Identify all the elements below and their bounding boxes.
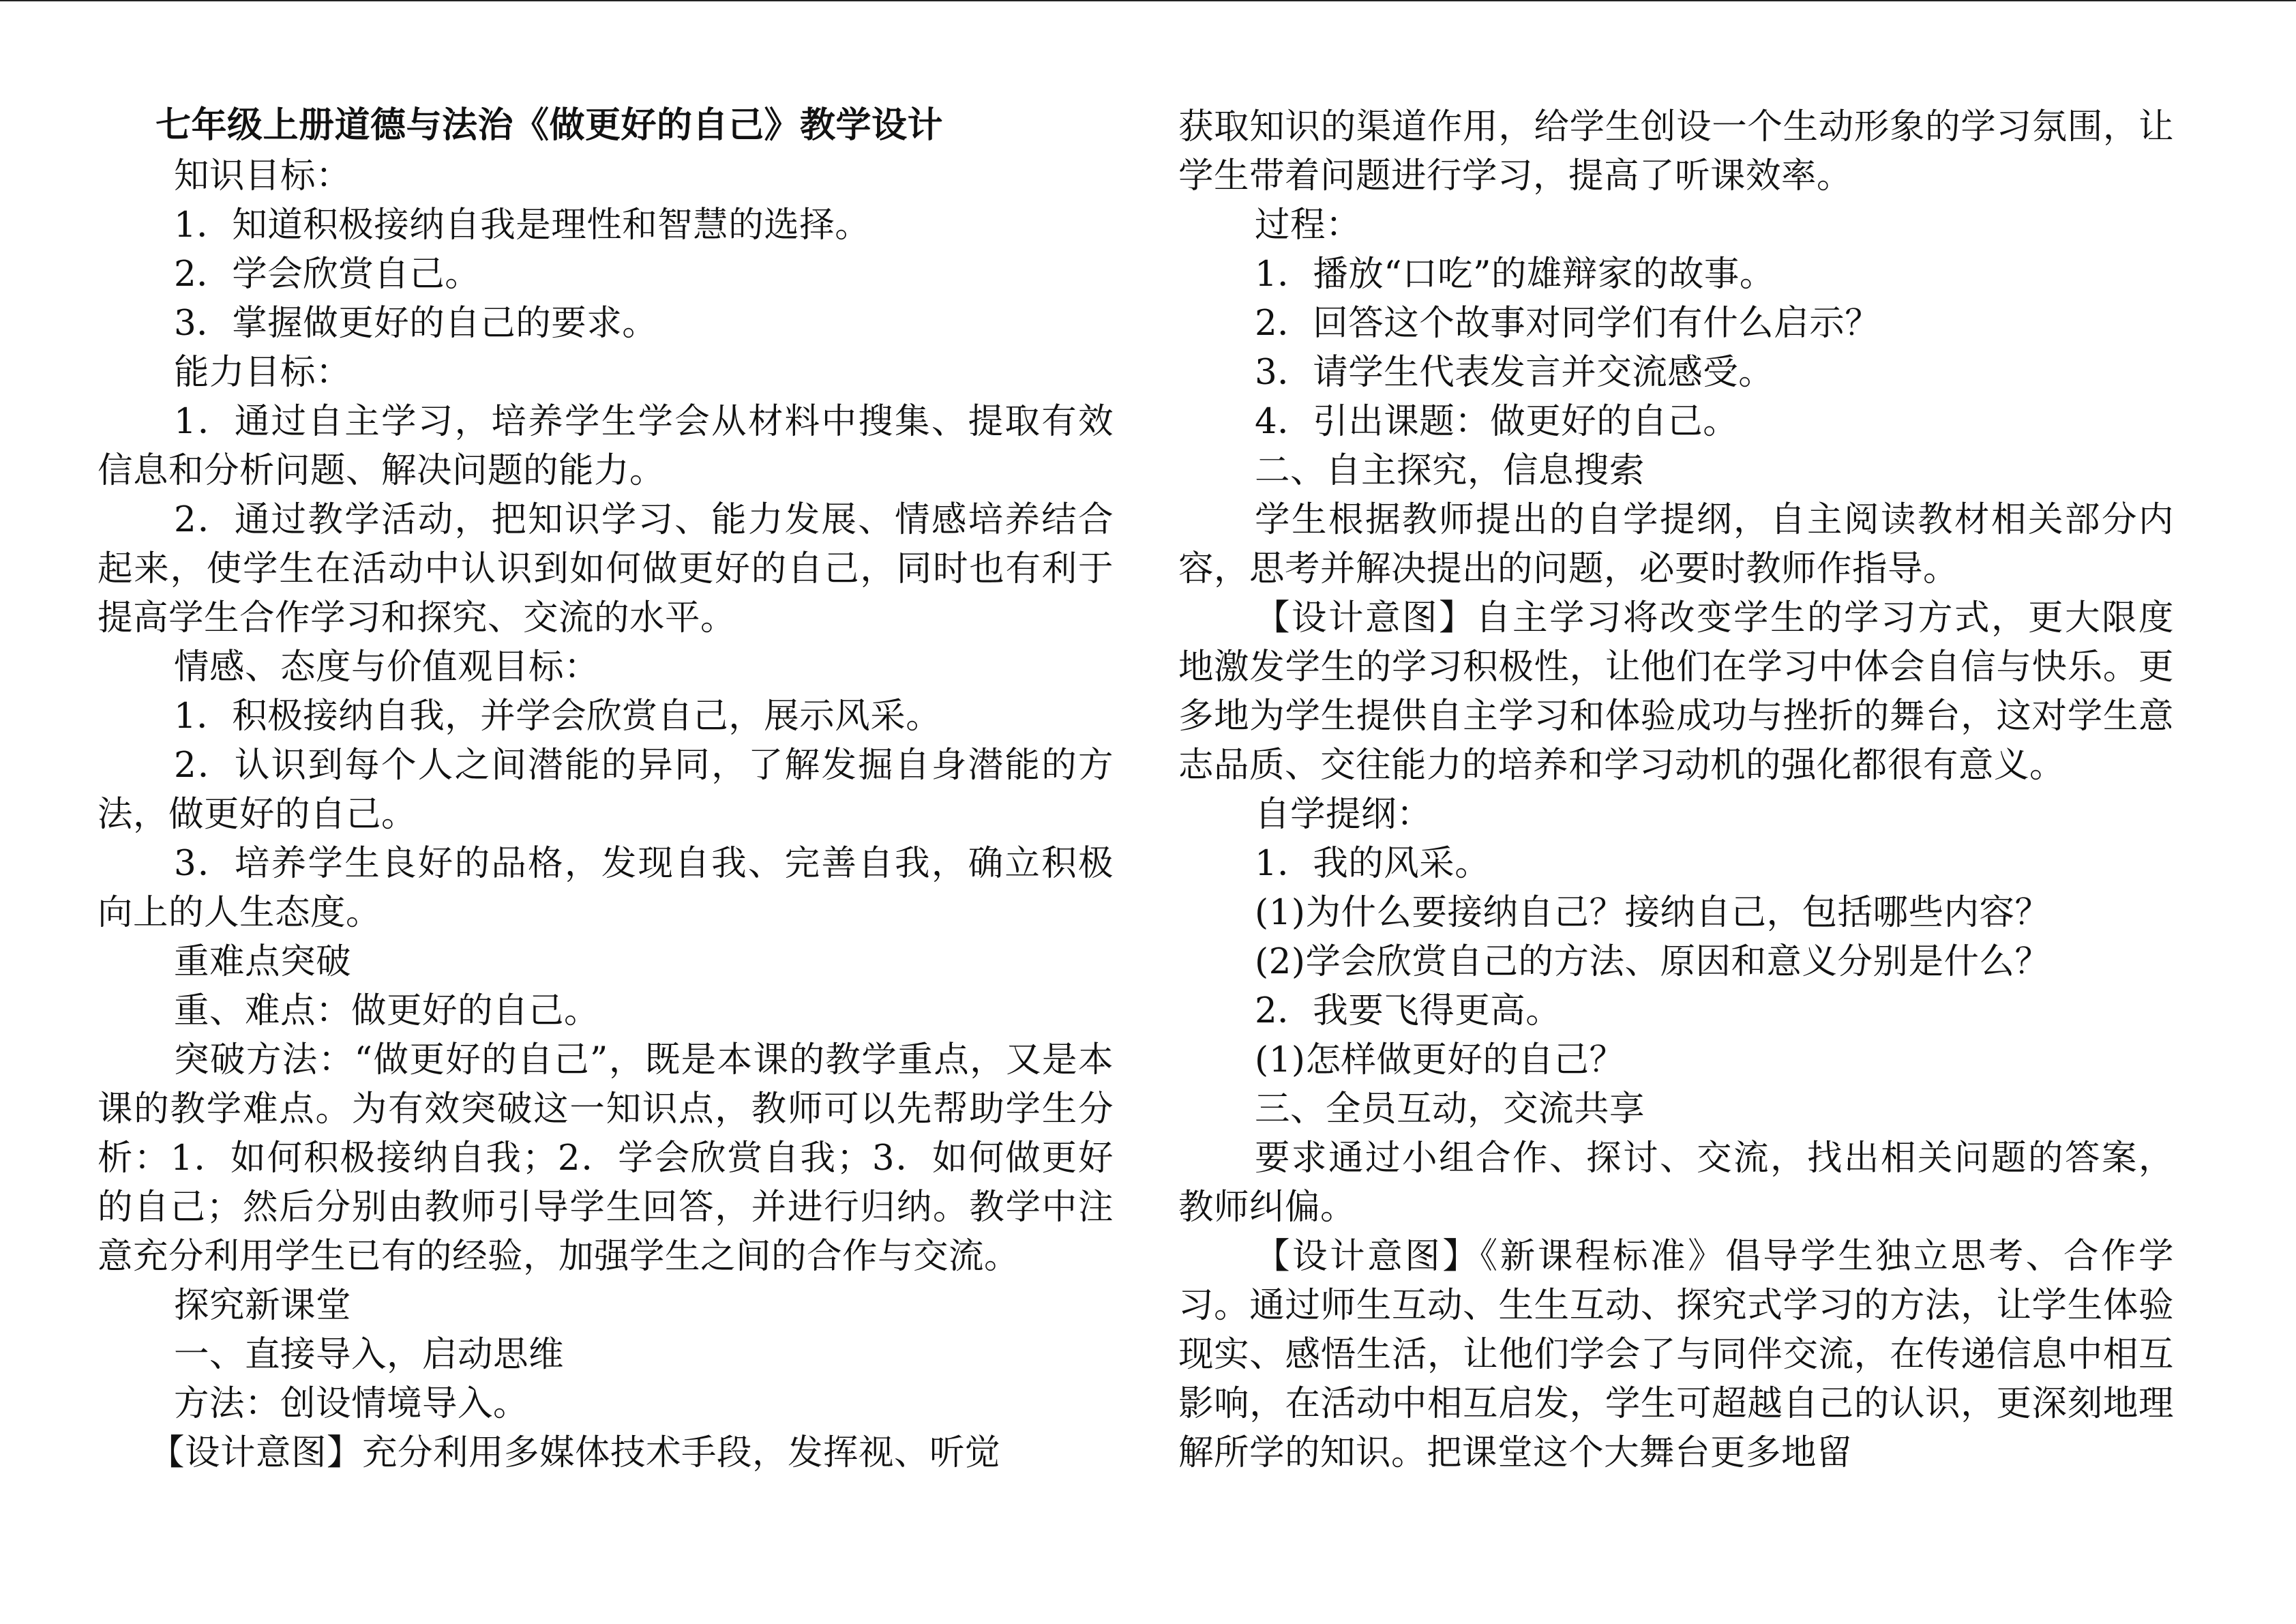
paragraph: 情感、态度与价值观目标： (174, 647, 600, 688)
paragraph: 一、直接导入，启动思维 (174, 1334, 565, 1375)
paragraph: 【设计意图】《新课程标准》倡导学生独立思考、合作学习。通过师生互动、生生互动、探究式学习的方法，让学生体验现实、感悟生活，让他们学会了与同伴交流，在传递信息中相互影响，在活动中相互启发，学生可超越自己的认识，更深刻地理解所学的知识。把课堂这个大舞台更多地留 (1178, 1236, 2174, 1473)
paragraph: 【设计意图】自主学习将改变学生的学习方式，更大限度地激发学生的学习积极性，让他们在学习中体会自信与快乐。更多地为学生提供自主学习和体验成功与挫折的舞台，这对学生意志品质、交往能力的培养和学习动机的强化都很有意义。 (1178, 597, 2174, 786)
paragraph: 2．认识到每个人之间潜能的异同，了解发掘自身潜能的方法，做更好的自己。 (98, 745, 1114, 835)
paragraph: 知识目标： (174, 156, 352, 196)
paragraph: 1．播放“口吃”的雄辩家的故事。 (1255, 254, 1775, 295)
paragraph: 【设计意图】充分利用多媒体技术手段，发挥视、听觉 (149, 1432, 1001, 1473)
paragraph: 要求通过小组合作、探讨、交流，找出相关问题的答案，教师纠偏。 (1178, 1138, 2174, 1228)
paragraph: 1．我的风采。 (1255, 843, 1491, 884)
paragraph: 学生根据教师提出的自学提纲，自主阅读教材相关部分内容，思考并解决提出的问题，必要时教师作指导。 (1178, 499, 2174, 589)
paragraph: 获取知识的渠道作用，给学生创设一个生动形象的学习氛围，让学生带着问题进行学习，提高了听课效率。 (1178, 106, 2174, 196)
paragraph: 2．我要飞得更高。 (1255, 990, 1562, 1031)
paragraph: 能力目标： (174, 352, 352, 393)
paragraph: 自学提纲： (1255, 794, 1433, 835)
paragraph: 过程： (1255, 205, 1362, 246)
right-column-body (1178, 102, 2174, 1477)
paragraph: 2．通过教学活动，把知识学习、能力发展、情感培养结合起来，使学生在活动中认识到如何做更好的自己，同时也有利于提高学生合作学习和探究、交流的水平。 (98, 499, 1114, 638)
paragraph: 1．通过自主学习，培养学生学会从材料中搜集、提取有效信息和分析问题、解决问题的能力。 (98, 401, 1114, 491)
paragraph: (1)怎样做更好的自己？ (1255, 1039, 1625, 1080)
document-title: 七年级上册道德与法治《做更好的自己》教学设计 (155, 104, 944, 146)
paragraph: 重、难点：做更好的自己。 (174, 990, 600, 1031)
paragraph: 3．培养学生良好的品格，发现自我、完善自我，确立积极向上的人生态度。 (98, 843, 1114, 933)
paragraph: (2)学会欣赏自己的方法、原因和意义分别是什么？ (1255, 941, 2051, 982)
paragraph: 重难点突破 (174, 941, 352, 982)
paragraph: 突破方法：“做更好的自己”，既是本课的教学重点，又是本课的教学难点。为有效突破这一知识点，教师可以先帮助学生分析：1．如何积极接纳自我；2．学会欣赏自我；3．如何做更好的自己；然后分别由教师引导学生回答，并进行归纳。教学中注意充分利用学生已有的经验，加强学生之间的合作与交流。 (98, 1039, 1114, 1277)
paragraph: 1．积极接纳自我，并学会欣赏自己，展示风采。 (174, 696, 942, 737)
paragraph: 2．回答这个故事对同学们有什么启示？ (1255, 303, 1881, 344)
page-top-border (0, 0, 2296, 1)
paragraph: 3．请学生代表发言并交流感受。 (1255, 352, 1774, 393)
paragraph: 方法：创设情境导入。 (174, 1383, 529, 1424)
paragraph: 1．知道积极接纳自我是理性和智慧的选择。 (174, 205, 871, 246)
paragraph: 探究新课堂 (174, 1285, 352, 1326)
paragraph: 三、全员互动，交流共享 (1255, 1089, 1645, 1130)
left-column-body (98, 151, 1114, 1477)
paragraph: 2．学会欣赏自己。 (174, 254, 481, 295)
paragraph: 4．引出课题：做更好的自己。 (1255, 401, 1739, 442)
paragraph: (1)为什么要接纳自己？接纳自己，包括哪些内容？ (1255, 892, 2051, 933)
paragraph: 3．掌握做更好的自己的要求。 (174, 303, 658, 344)
paragraph: 二、自主探究，信息搜索 (1255, 450, 1645, 491)
